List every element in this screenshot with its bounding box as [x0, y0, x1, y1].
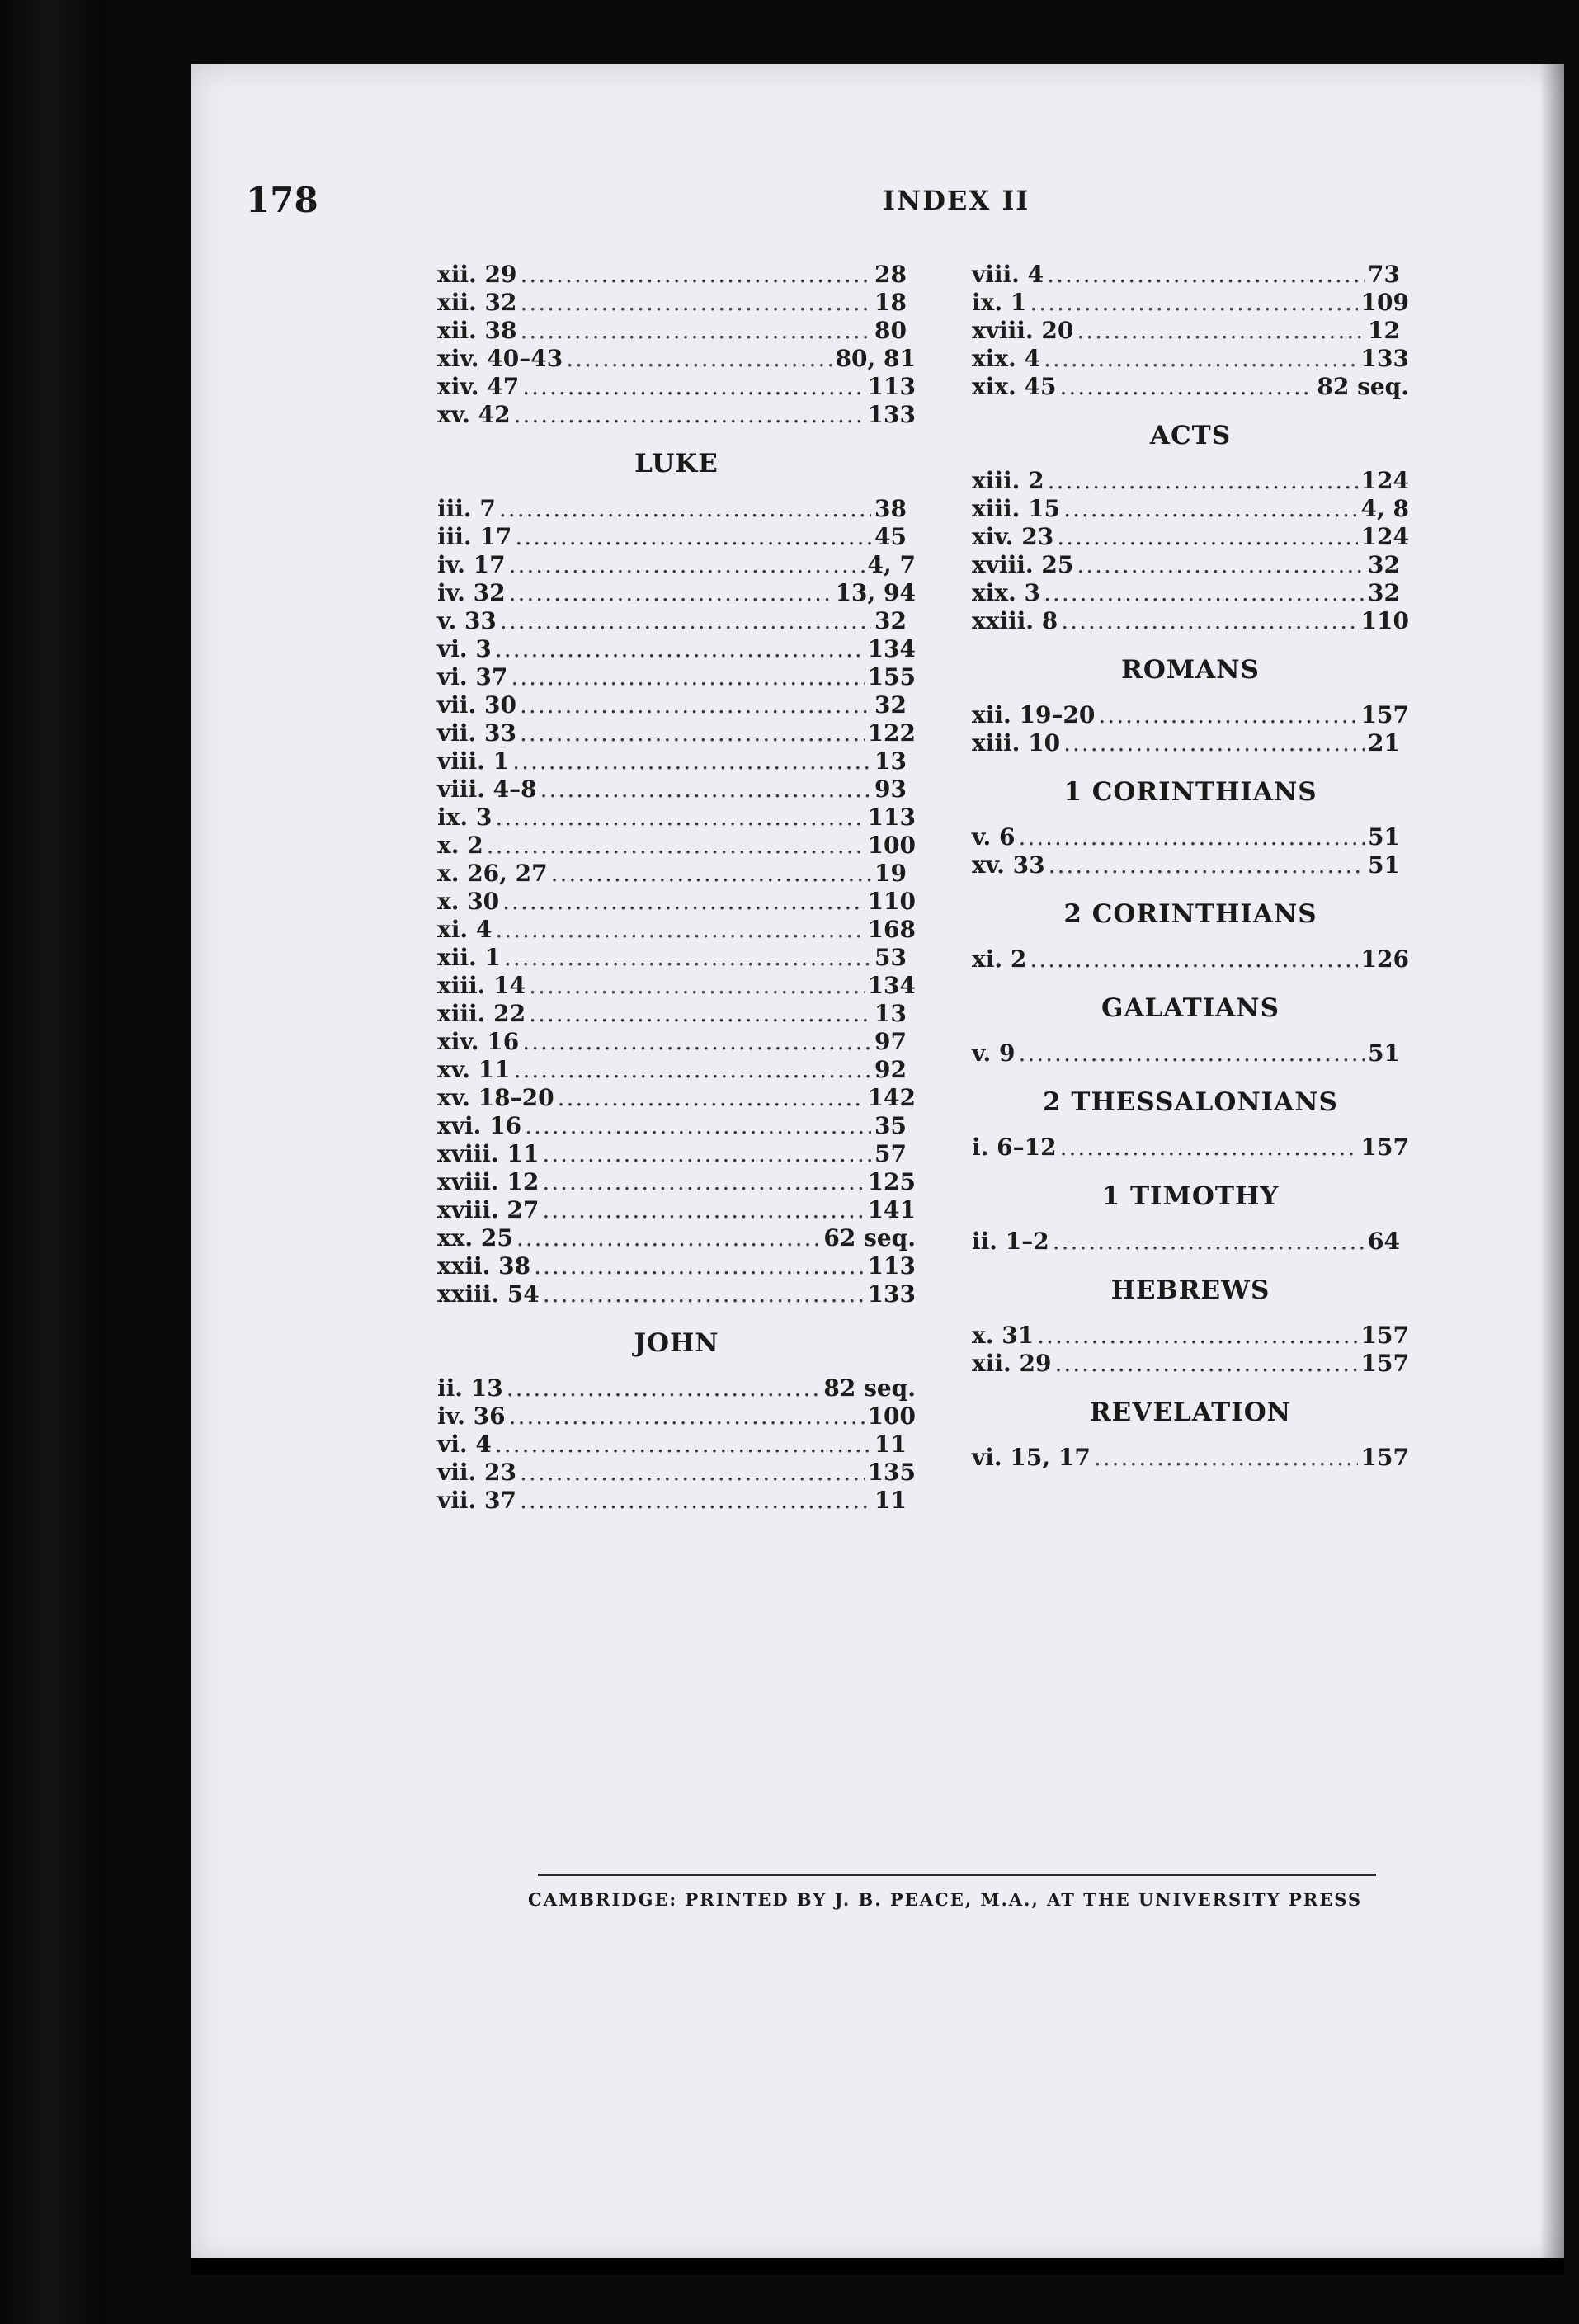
index-entry: [437, 1252, 916, 1280]
page-reference: 82 seq.: [1317, 373, 1409, 400]
verse-reference: vi. 37: [437, 663, 508, 691]
page-reference: 157: [1360, 1350, 1409, 1377]
page-reference: 13: [874, 1000, 907, 1027]
verse-reference: vii. 30: [437, 691, 517, 719]
index-entry: [437, 1196, 916, 1224]
page-reference: 80: [874, 317, 907, 344]
dot-leader: [520, 719, 865, 747]
page-reference: 62 seq.: [823, 1224, 916, 1252]
verse-reference: vi. 15, 17: [972, 1444, 1091, 1471]
index-entry: [437, 495, 916, 523]
index-section: [972, 1180, 1409, 1256]
index-entry: [972, 345, 1409, 373]
page-reference: 32: [874, 607, 907, 634]
index-entry: [437, 1056, 916, 1084]
page-reference: 133: [867, 401, 916, 428]
dot-leader: [1044, 345, 1358, 373]
dot-leader: [1049, 851, 1365, 879]
index-entry: [972, 607, 1409, 635]
verse-reference: xxii. 38: [437, 1252, 531, 1280]
page-reference: 4, 7: [867, 551, 916, 578]
dot-leader: [520, 1459, 865, 1487]
index-entry: [972, 823, 1409, 851]
verse-reference: xviii. 12: [437, 1168, 540, 1195]
index-section: [972, 1396, 1409, 1472]
index-entry: [972, 1350, 1409, 1378]
dot-leader: [487, 832, 865, 860]
verse-reference: xi. 2: [972, 945, 1027, 973]
index-entry: [437, 345, 916, 373]
page-reference: 11: [874, 1487, 907, 1514]
footer-rule: [538, 1874, 1376, 1876]
index-entry: [437, 261, 916, 289]
dot-leader: [509, 579, 832, 607]
verse-reference: x. 2: [437, 832, 483, 859]
dot-leader: [1098, 701, 1357, 729]
index-entry: [972, 1134, 1409, 1162]
index-entry: [437, 373, 916, 401]
index-section: [972, 992, 1409, 1068]
colophon: CAMBRIDGE: PRINTED BY J. B. PEACE, M.A., AT THE UNIVERSITY PRESS: [528, 1889, 1363, 1910]
index-entry: [972, 317, 1409, 345]
page-reference: 126: [1360, 945, 1409, 973]
verse-reference: iv. 32: [437, 579, 506, 606]
index-entry: [437, 1402, 916, 1431]
page-reference: 168: [867, 916, 916, 943]
dot-leader: [529, 972, 864, 1000]
dot-leader: [1061, 607, 1357, 635]
index-section: [437, 1327, 916, 1515]
verse-reference: ix. 3: [437, 804, 493, 831]
page-reference: 142: [867, 1084, 916, 1111]
section-heading: LUKE: [634, 449, 719, 478]
dot-leader: [1047, 261, 1365, 289]
index-section: [972, 419, 1409, 635]
dot-leader: [1063, 729, 1365, 757]
dot-leader: [1059, 373, 1313, 401]
index-entry: [437, 1431, 916, 1459]
page-reference: 32: [874, 691, 907, 719]
dot-leader: [522, 373, 864, 401]
bottom-shadow-strip: [191, 2258, 1564, 2275]
verse-reference: i. 6–12: [972, 1134, 1057, 1161]
dot-leader: [1048, 467, 1358, 495]
index-entry: [437, 635, 916, 663]
dot-leader: [500, 607, 871, 635]
verse-reference: xii. 38: [437, 317, 517, 344]
verse-reference: x. 31: [972, 1322, 1035, 1349]
dot-leader: [1030, 945, 1357, 973]
page-reference: 113: [867, 373, 916, 400]
index-section: [437, 261, 916, 429]
page-reference: 155: [867, 663, 916, 691]
dot-leader: [540, 775, 871, 804]
page-reference: 11: [874, 1431, 907, 1458]
index-entry: [437, 579, 916, 607]
index-entry: [437, 1224, 916, 1252]
page-reference: 32: [1368, 579, 1400, 606]
index-entry: [437, 1374, 916, 1402]
dot-leader: [514, 401, 865, 429]
page-reference: 157: [1360, 1322, 1409, 1349]
index-entry: [437, 1280, 916, 1308]
section-heading: REVELATION: [1089, 1398, 1292, 1427]
verse-reference: xv. 42: [437, 401, 511, 428]
page-reference: 4, 8: [1360, 495, 1409, 522]
index-entry: [437, 719, 916, 747]
page-reference: 19: [874, 860, 907, 887]
index-entry: [972, 1228, 1409, 1256]
index-entry: [437, 551, 916, 579]
page-reference: 157: [1360, 1444, 1409, 1471]
dot-leader: [551, 860, 871, 888]
dot-leader: [504, 944, 871, 972]
section-heading: 2 THESSALONIANS: [1043, 1087, 1338, 1117]
section-heading: JOHN: [634, 1328, 719, 1358]
dot-leader: [522, 1028, 871, 1056]
dot-leader: [1037, 1322, 1357, 1350]
dot-leader: [1077, 317, 1365, 345]
verse-reference: v. 9: [972, 1039, 1016, 1067]
index-entry: [437, 607, 916, 635]
verse-reference: x. 30: [437, 888, 500, 915]
index-entry: [437, 1168, 916, 1196]
verse-reference: xii. 29: [437, 261, 517, 288]
dot-leader: [516, 1224, 821, 1252]
page-reference: 113: [867, 804, 916, 831]
index-entry: [437, 972, 916, 1000]
dot-leader: [1018, 823, 1365, 851]
verse-reference: viii. 4: [972, 261, 1044, 288]
verse-reference: xviii. 25: [972, 551, 1074, 578]
verse-reference: xv. 33: [972, 851, 1045, 879]
page-reference: 73: [1368, 261, 1400, 288]
page-reference: 38: [874, 495, 907, 522]
index-entry: [437, 1487, 916, 1515]
dot-leader: [542, 1196, 864, 1224]
index-entry: [437, 804, 916, 832]
page-reference: 157: [1360, 1134, 1409, 1161]
dot-leader: [1077, 551, 1365, 579]
verse-reference: xii. 32: [437, 289, 517, 316]
verse-reference: xv. 11: [437, 1056, 511, 1083]
dot-leader: [543, 1280, 865, 1308]
dot-leader: [495, 804, 864, 832]
dot-leader: [1054, 1350, 1357, 1378]
index-entry: [437, 944, 916, 972]
dot-leader: [1018, 1039, 1365, 1068]
index-entry: [972, 373, 1409, 401]
index-entry: [437, 860, 916, 888]
page-reference: 51: [1368, 851, 1400, 879]
page-reference: 28: [874, 261, 907, 288]
verse-reference: iii. 17: [437, 523, 512, 550]
page-reference: 124: [1360, 467, 1409, 494]
page-reference: 110: [1360, 607, 1409, 634]
index-section: [972, 1086, 1409, 1162]
page-reference: 100: [867, 1402, 916, 1430]
page-reference: 113: [867, 1252, 916, 1280]
page-reference: 100: [867, 832, 916, 859]
page-reference: 35: [874, 1112, 907, 1139]
index-section: [437, 447, 916, 1308]
index-entry: [437, 1000, 916, 1028]
index-entry: [437, 1459, 916, 1487]
index-entry: [972, 261, 1409, 289]
dot-leader: [520, 289, 871, 317]
dot-leader: [1057, 523, 1357, 551]
index-section: [972, 653, 1409, 757]
dot-leader: [512, 747, 871, 775]
page-reference: 64: [1368, 1228, 1400, 1255]
page-reference: 21: [1368, 729, 1400, 757]
page-reference: 125: [867, 1168, 916, 1195]
page-reference: 93: [874, 775, 907, 803]
dot-leader: [509, 1402, 865, 1431]
verse-reference: v. 33: [437, 607, 497, 634]
index-entry: [972, 851, 1409, 879]
dot-leader: [566, 345, 832, 373]
left-column: [437, 261, 916, 1515]
dot-leader: [520, 691, 871, 719]
index-section: [972, 261, 1409, 401]
verse-reference: vii. 37: [437, 1487, 517, 1514]
index-entry: [972, 1039, 1409, 1068]
right-column: [972, 261, 1409, 1472]
verse-reference: xiii. 14: [437, 972, 526, 999]
index-entry: [972, 523, 1409, 551]
page-reference: 134: [867, 972, 916, 999]
page-reference: 133: [867, 1280, 916, 1308]
index-entry: [972, 1444, 1409, 1472]
verse-reference: vii. 23: [437, 1459, 517, 1486]
verse-reference: xiv. 23: [972, 523, 1054, 550]
page-reference: 51: [1368, 823, 1400, 851]
dot-leader: [495, 635, 865, 663]
index-entry: [437, 888, 916, 916]
page-reference: 12: [1368, 317, 1400, 344]
index-entry: [437, 523, 916, 551]
index-entry: [437, 317, 916, 345]
verse-reference: xiii. 15: [972, 495, 1061, 522]
verse-reference: xiv. 47: [437, 373, 520, 400]
index-section: [972, 1274, 1409, 1378]
dot-leader: [1063, 495, 1357, 523]
index-entry: [972, 579, 1409, 607]
verse-reference: iii. 7: [437, 495, 496, 522]
page-reference: 109: [1360, 289, 1409, 316]
index-section: [972, 775, 1409, 879]
verse-reference: xiv. 16: [437, 1028, 520, 1055]
dot-leader: [514, 1056, 871, 1084]
index-entry: [437, 663, 916, 691]
verse-reference: ii. 1–2: [972, 1228, 1049, 1255]
verse-reference: xxiii. 8: [972, 607, 1058, 634]
dot-leader: [515, 523, 871, 551]
page-reference: 53: [874, 944, 907, 971]
dot-leader: [542, 1140, 871, 1168]
verse-reference: xiii. 2: [972, 467, 1044, 494]
dot-leader: [1044, 579, 1365, 607]
verse-reference: vi. 4: [437, 1431, 492, 1458]
page-number: 178: [246, 180, 318, 220]
dot-leader: [502, 888, 864, 916]
page-reference: 82 seq.: [823, 1374, 916, 1402]
verse-reference: v. 6: [972, 823, 1016, 851]
dot-leader: [525, 1112, 871, 1140]
dot-leader: [558, 1084, 865, 1112]
dot-leader: [520, 261, 871, 289]
index-section: [972, 898, 1409, 973]
index-entry: [972, 701, 1409, 729]
verse-reference: x. 26, 27: [437, 860, 548, 887]
dot-leader: [1094, 1444, 1358, 1472]
section-heading: 1 CORINTHIANS: [1063, 777, 1317, 807]
index-entry: [972, 467, 1409, 495]
index-entry: [437, 775, 916, 804]
index-entry: [972, 1322, 1409, 1350]
page-reference: 134: [867, 635, 916, 662]
verse-reference: xi. 4: [437, 916, 493, 943]
index-entry: [437, 289, 916, 317]
index-entry: [972, 945, 1409, 973]
dot-leader: [520, 317, 871, 345]
page-reference: 157: [1360, 701, 1409, 728]
index-entry: [972, 289, 1409, 317]
dot-leader: [1053, 1228, 1365, 1256]
index-entry: [437, 1140, 916, 1168]
page-reference: 57: [874, 1140, 907, 1167]
section-heading: ACTS: [1149, 421, 1232, 450]
page-reference: 32: [1368, 551, 1400, 578]
index-entry: [437, 916, 916, 944]
section-heading: 1 TIMOTHY: [1101, 1181, 1280, 1211]
dot-leader: [1030, 289, 1357, 317]
dot-leader: [495, 1431, 871, 1459]
verse-reference: viii. 4–8: [437, 775, 537, 803]
verse-reference: xv. 18–20: [437, 1084, 554, 1111]
page-reference: 13, 94: [835, 579, 916, 606]
verse-reference: xiv. 40–43: [437, 345, 563, 372]
index-entry: [437, 1112, 916, 1140]
section-heading: 2 CORINTHIANS: [1063, 899, 1317, 929]
verse-reference: ii. 13: [437, 1374, 503, 1402]
dot-leader: [520, 1487, 871, 1515]
dot-leader: [534, 1252, 864, 1280]
page-reference: 122: [867, 719, 916, 747]
verse-reference: xiii. 22: [437, 1000, 526, 1027]
verse-reference: xix. 3: [972, 579, 1041, 606]
page-reference: 133: [1360, 345, 1409, 372]
verse-reference: xxiii. 54: [437, 1280, 540, 1308]
page-reference: 97: [874, 1028, 907, 1055]
index-entry: [437, 1084, 916, 1112]
page-reference: 110: [867, 888, 916, 915]
verse-reference: iv. 17: [437, 551, 506, 578]
page-reference: 18: [874, 289, 907, 316]
section-heading: HEBREWS: [1110, 1275, 1270, 1305]
page-reference: 124: [1360, 523, 1409, 550]
dot-leader: [542, 1168, 864, 1196]
page-reference: 80, 81: [835, 345, 916, 372]
index-entry: [437, 401, 916, 429]
verse-reference: viii. 1: [437, 747, 510, 775]
dot-leader: [495, 916, 864, 944]
index-entry: [437, 691, 916, 719]
verse-reference: xvi. 16: [437, 1112, 522, 1139]
page-reference: 51: [1368, 1039, 1400, 1067]
verse-reference: xviii. 27: [437, 1196, 540, 1223]
index-entry: [972, 495, 1409, 523]
index-entry: [437, 1028, 916, 1056]
index-entry: [437, 832, 916, 860]
verse-reference: xii. 29: [972, 1350, 1052, 1377]
dot-leader: [499, 495, 871, 523]
page-reference: 13: [874, 747, 907, 775]
dot-leader: [1060, 1134, 1358, 1162]
verse-reference: vii. 33: [437, 719, 517, 747]
dot-leader: [509, 551, 865, 579]
dot-leader: [529, 1000, 871, 1028]
page-reference: 135: [867, 1459, 916, 1486]
dot-leader: [511, 663, 864, 691]
verse-reference: vi. 3: [437, 635, 492, 662]
page-reference: 141: [867, 1196, 916, 1223]
section-heading: ROMANS: [1121, 655, 1260, 685]
verse-reference: xix. 45: [972, 373, 1057, 400]
verse-reference: xii. 19–20: [972, 701, 1096, 728]
section-heading: GALATIANS: [1101, 993, 1280, 1023]
page-header: [246, 180, 1137, 221]
verse-reference: xviii. 20: [972, 317, 1074, 344]
verse-reference: ix. 1: [972, 289, 1027, 316]
verse-reference: xii. 1: [437, 944, 501, 971]
page-reference: 92: [874, 1056, 907, 1083]
index-entry: [972, 729, 1409, 757]
verse-reference: xix. 4: [972, 345, 1041, 372]
verse-reference: xiii. 10: [972, 729, 1061, 757]
verse-reference: xviii. 11: [437, 1140, 540, 1167]
dot-leader: [507, 1374, 821, 1402]
index-entry: [972, 551, 1409, 579]
verse-reference: xx. 25: [437, 1224, 513, 1252]
index-entry: [437, 747, 916, 775]
running-head: INDEX II: [883, 185, 1030, 216]
page-reference: 45: [874, 523, 907, 550]
verse-reference: iv. 36: [437, 1402, 506, 1430]
